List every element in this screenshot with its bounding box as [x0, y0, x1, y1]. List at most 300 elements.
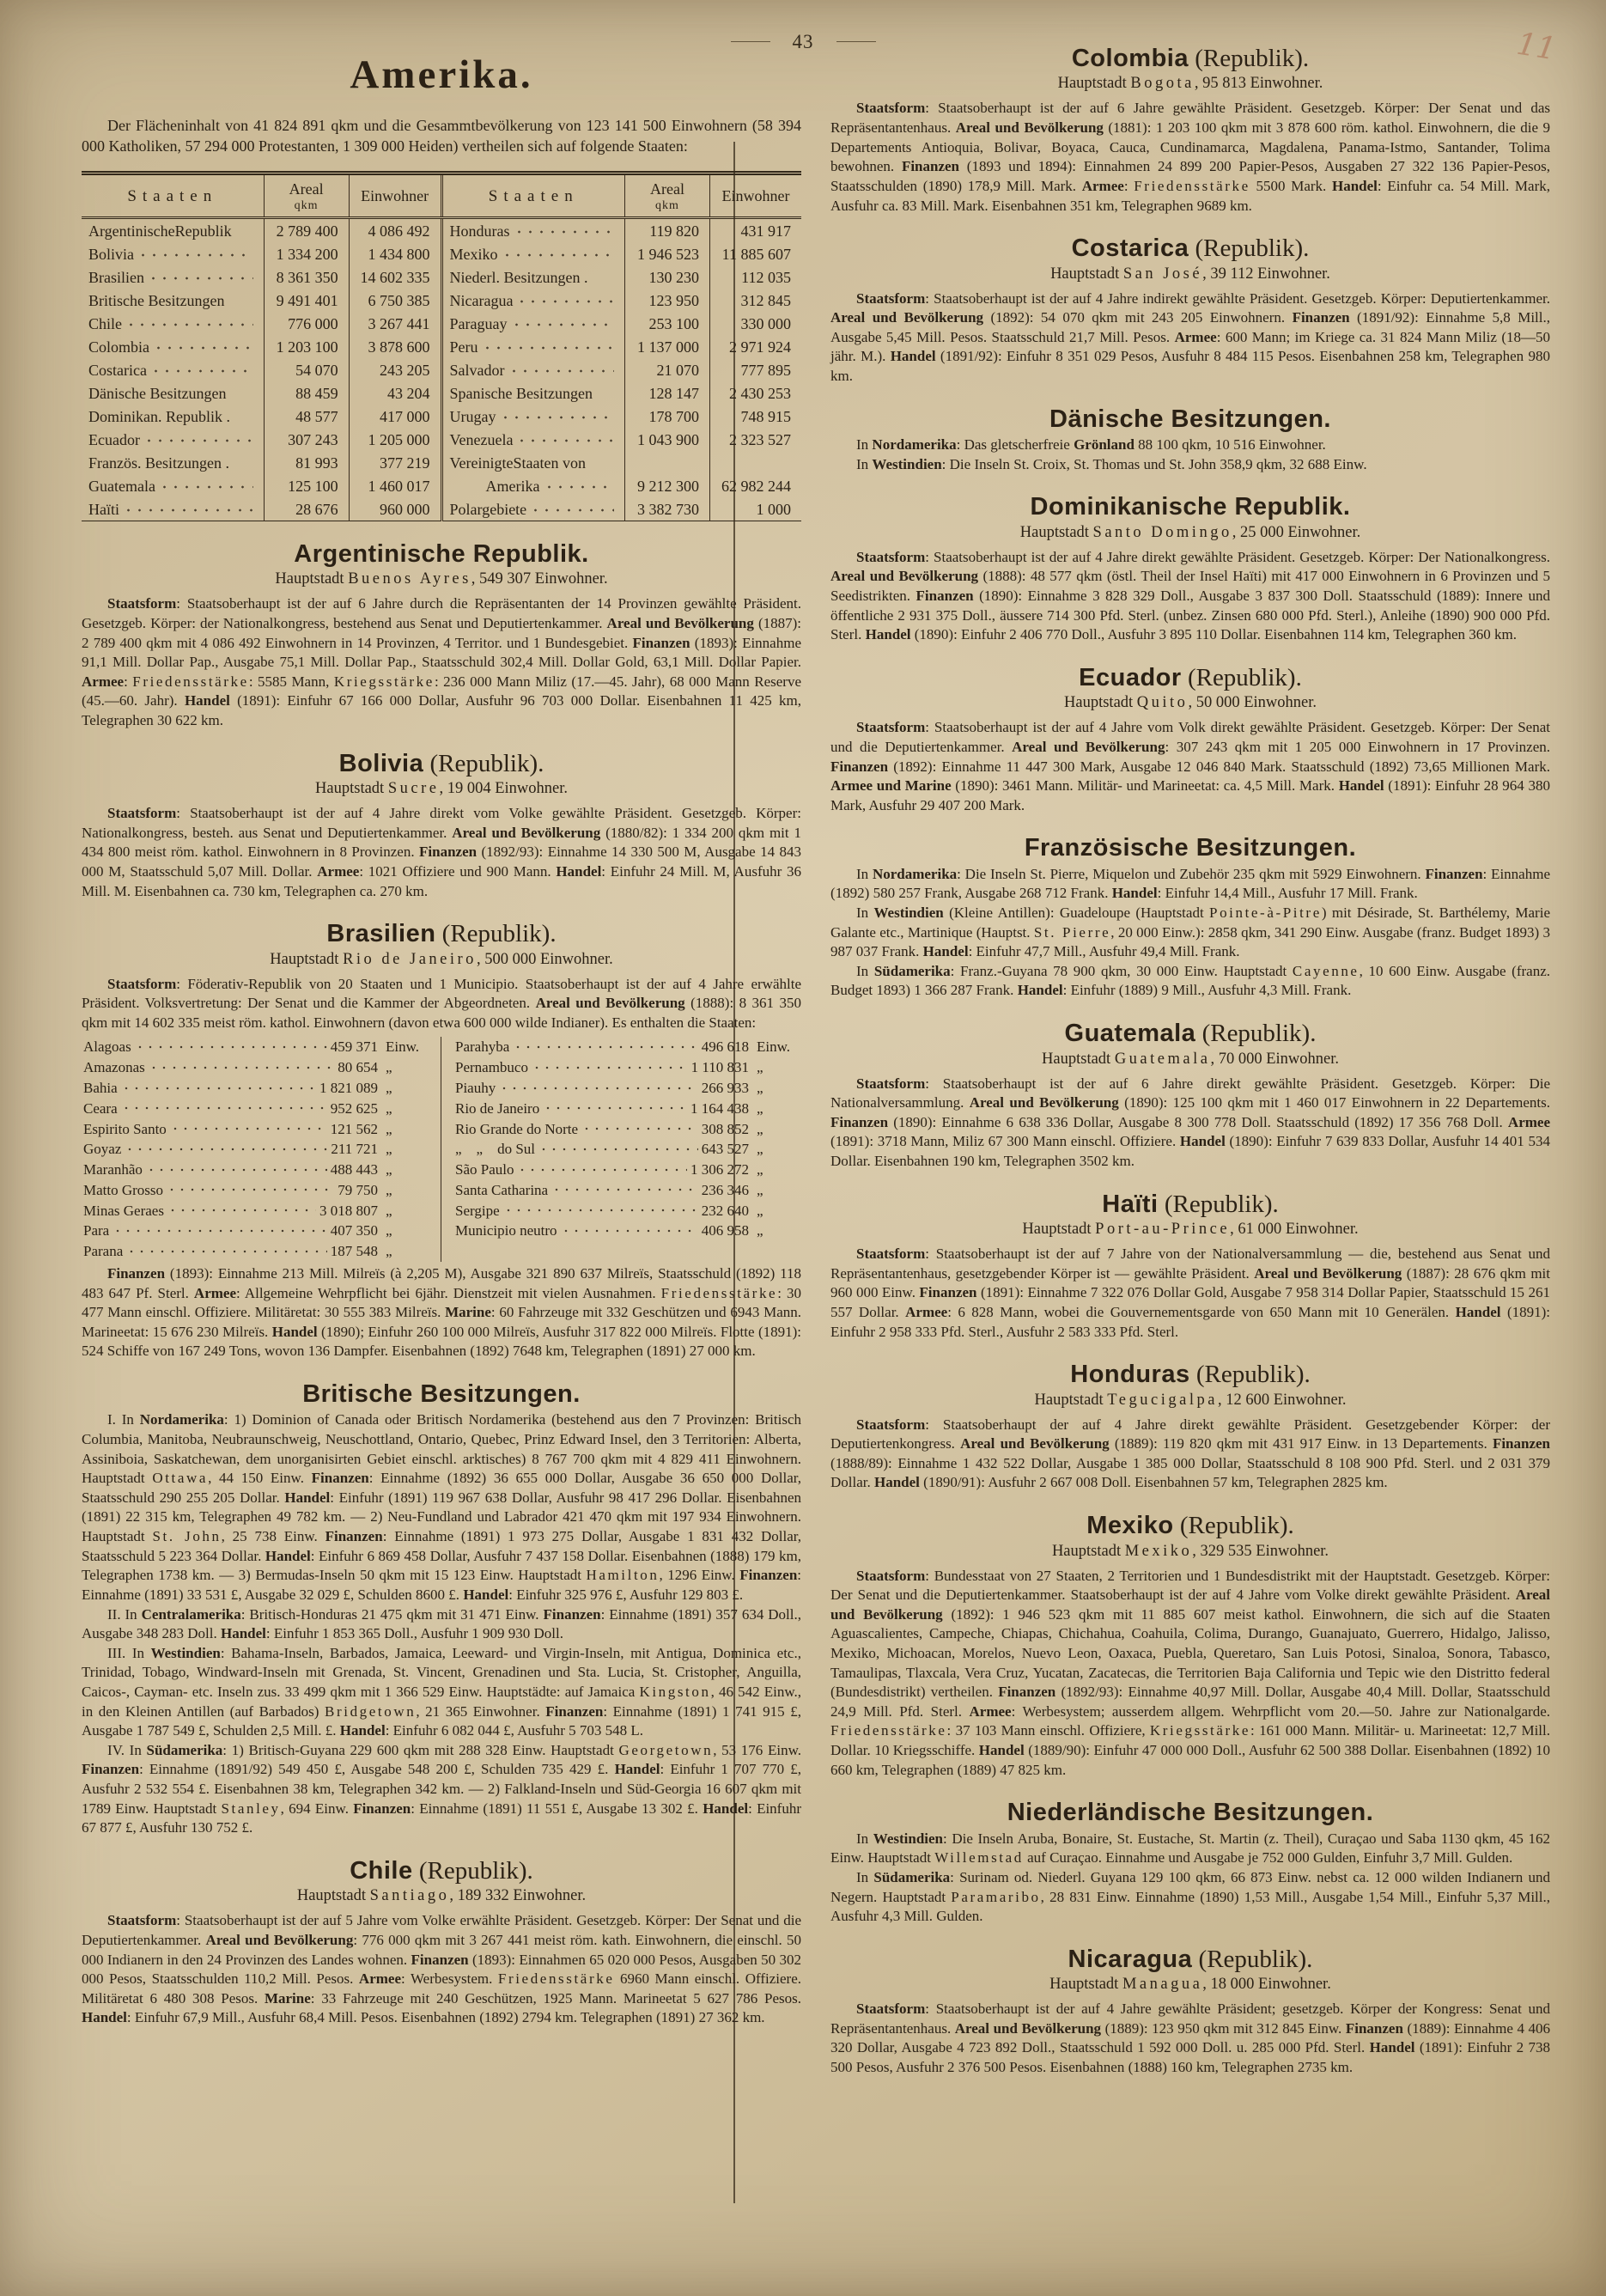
province-population: 232 640	[701, 1202, 749, 1219]
bold-label: Finanzen	[411, 1951, 469, 1968]
province-population: 80 654	[338, 1059, 378, 1076]
province-population: 236 346	[701, 1181, 749, 1198]
bold-label: Finanzen	[901, 158, 959, 175]
bold-label: Areal und Bevölkerung	[830, 309, 984, 326]
table-cell-areal: 1 203 100	[264, 335, 349, 358]
table-cell-einwohner: 43 204	[349, 381, 441, 405]
section-heading-bold: Dänische Besitzungen.	[1049, 405, 1331, 433]
dot-leader	[551, 1180, 698, 1195]
section-paragraph: Staatsform: Staatsoberhaupt ist der auf 4 Jahre direkt gewählte Präsident. Gesetzgeb. Körper: Der Nationalkongress. Areal und Bevölkerung (1888): 48 577 qkm (östl. Theil der Insel Haïti) mit 417 000 Einwohnern in 6 Provinzen und 5 Seedistrikten. Finanzen (1890): Einnahme 3 828 329 Doll., Ausgabe 3 837 300 Doll. Staatsschuld (1889): Innere und öffentliche 2 931 375 Doll., äussere 714 300 Pfd. Sterl. (unbez. Zinsen 680 000 Pfd. Sterl.), Anleihe (1890) 900 000 Pfd. Sterl. Handel (1890): Einfuhr 2 406 770 Doll., Ausfuhr 3 895 110 Dollar. Eisenbahnen 114 km, Telegraphen 360 km.	[830, 548, 1550, 643]
header-staaten-right: Staaten	[441, 173, 624, 217]
dot-leader	[596, 383, 614, 399]
table-cell-einwohner: 11 885 607	[710, 242, 801, 265]
dot-leader	[167, 1180, 334, 1195]
table-cell-einwohner: 1 434 800	[349, 242, 441, 265]
province-row	[455, 1160, 798, 1180]
province-name: São Paulo	[455, 1161, 514, 1178]
bold-label: Finanzen	[1492, 1435, 1550, 1453]
bold-label: Staatsform	[856, 1245, 926, 1263]
table-cell-einwohner: 6 750 385	[349, 289, 441, 312]
bold-label: Areal und Bevölkerung	[969, 1094, 1119, 1111]
bold-label: Finanzen	[419, 843, 478, 861]
table-cell-areal: 1 137 000	[624, 335, 709, 358]
table-cell-state	[82, 451, 264, 474]
table-cell-state	[82, 217, 264, 242]
bold-label: Areal und Bevölkerung	[606, 615, 754, 632]
bold-label: Südamerika	[146, 1741, 223, 1758]
section-paragraph: In Südamerika: Surinam od. Niederl. Guyana 129 100 qkm, 66 873 Einw. nebst ca. 12 000 wilden Indianern und Negern. Hauptstadt Paramaribo, 28 831 Einw. Einnahme (1890) 1,53 Mill., Ausgabe 1,54 Mill., Einfuhr 5,37 Mill., Ausfuhr 4,3 Mill. Gulden.	[830, 1868, 1550, 1925]
dot-leader	[592, 267, 614, 283]
table-row	[82, 358, 801, 381]
capital-name: Tegucigalpa	[1107, 1391, 1218, 1409]
state-name-wrap	[88, 476, 257, 496]
state-name-wrap	[450, 290, 617, 311]
state-name: Polargebiete	[449, 501, 527, 519]
dot-leader	[499, 1078, 698, 1093]
bold-label: Areal und Bevölkerung	[960, 1435, 1110, 1453]
province-name: Rio de Janeiro	[455, 1099, 540, 1117]
table-cell-state	[441, 242, 624, 265]
table-row	[82, 497, 801, 521]
section-subtitle: Hauptstadt Mexiko, 329 535 Einwohner.	[1051, 1542, 1329, 1560]
bold-label: Finanzen	[916, 588, 974, 605]
table-cell-state	[441, 405, 624, 428]
bold-label: Handel	[874, 1474, 920, 1491]
spaced-text: Bridgetown	[325, 1702, 417, 1720]
table-cell-state	[441, 312, 624, 335]
dot-leader	[511, 314, 614, 329]
table-cell-state	[441, 474, 624, 497]
table-row	[82, 242, 801, 265]
table-cell-areal: 253 100	[624, 312, 709, 335]
dot-leader	[514, 221, 614, 236]
section-heading	[830, 834, 1550, 862]
state-name: Costarica	[88, 362, 147, 380]
bold-label: Handel	[339, 1722, 386, 1739]
province-unit: „	[386, 1222, 392, 1239]
spaced-text: Kriegsstärke	[333, 673, 435, 690]
province-population: 266 933	[701, 1080, 749, 1097]
bold-label: Finanzen	[1425, 865, 1483, 882]
province-unit: Einw.	[386, 1038, 420, 1056]
bold-label: Handel	[865, 626, 911, 643]
section-heading-bold: Dominikanische Republik.	[1030, 493, 1351, 521]
spaced-text: Friedensstärke	[830, 1722, 947, 1739]
dot-leader	[125, 1139, 327, 1154]
province-unit: „	[386, 1243, 392, 1260]
header-areal-right: Areal qkm	[624, 173, 709, 217]
dot-leader	[561, 1221, 698, 1235]
bold-label: Staatsform	[856, 289, 926, 307]
section-paragraph: Staatsform: Staatsoberhaupt ist der auf 4 Jahre gewählte Präsident; gesetzgeb. Körper der Kongress: Senat und Repräsentantenhaus. Areal und Bevölkerung (1889): 123 950 qkm mit 312 845 Einw. Finanzen (1889): Einnahme 4 406 320 Dollar, Ausgabe 4 723 892 Doll., Staatsschuld 1 592 000 Doll. u. 285 000 Pfd. Sterl. Handel (1891): Einfuhr 2 738 500 Pesos, Ausfuhr 2 376 500 Pesos. Eisenbahnen (1888) 160 km, Telegraphen 2735 km.	[830, 2001, 1551, 2076]
state-name-wrap	[88, 337, 257, 357]
section-paragraph: Staatsform: Föderativ-Republik von 20 Staaten und 1 Municipio. Staatsoberhaupt ist der auf 4 Jahre erwählte Präsident. Volksvertretung: Der Senat und die Kammer der Abgeordneten. Areal und Bevölkerung (1888): 8 361 350 qkm mit 14 602 335 meist röm. kathol. Einwohnern (davon etwa 600 000 wilde Indianer). Es enthalten die Staaten:	[82, 975, 802, 1031]
section-subtitle: Hauptstadt Santiago, 189 332 Einwohner.	[296, 1887, 587, 1905]
state-name: Dominikan. Republik .	[88, 408, 230, 426]
bold-label: Handel	[890, 348, 936, 365]
section-paragraph: Staatsform: Staatsoberhaupt der auf 4 Jahre direkt gewählte Präsident. Gesetzgebender Körper: der Deputiertenkongress. Areal und Bevölkerung (1889): 119 820 qkm mit 431 917 Einw. in 13 Departements. Finanzen (1888/89): Einnahme 1 432 522 Dollar, Ausgabe 1 385 000 Dollar, Staatsschuld 8 108 900 Pfd. Sterl. und 2 031 379 Dollar. Handel (1890/91): Ausfuhr 2 667 008 Doll. Eisenbahnen 57 km, Telegraphen 2825 km.	[830, 1416, 1550, 1491]
table-cell-einwohner: 243 205	[349, 358, 441, 381]
state-name: Nicaragua	[449, 292, 514, 310]
table-cell-einwohner: 3 267 441	[349, 312, 441, 335]
province-name: Goyaz	[83, 1141, 122, 1158]
table-cell-einwohner: 960 000	[349, 497, 441, 521]
section-paragraph: Staatsform: Staatsoberhaupt ist der auf 6 Jahre durch die Repräsentanten der 14 Provinzen gewählte Präsident. Gesetzgeb. Körper: der Nationalkongress, bestehend aus Senat und Deputiertenkammer. Areal und Bevölkerung (1887): 2 789 400 qkm mit 4 086 492 Einwohnern in 14 Provinzen, 4 Territor. und 1 Bundesgebiet. Finanzen (1893): Einnahme 91,1 Mill. Dollar Pap., Ausgabe 75,1 Mill. Dollar Pap., Staatsschuld 302,4 Mill. Dollar Gold, 63,1 Mill. Dollar Papier. Armee: Friedensstärke: 5585 Mann, Kriegsstärke: 236 000 Mann Miliz (17.—45. Jahr), 68 000 Mann Reserve (45.—60. Jahr). Handel (1891): Einfuhr 67 166 000 Dollar, Ausfuhr 96 703 000 Dollar. Eisenbahnen 11 425 km, Telegraphen 30 622 km.	[82, 595, 801, 729]
province-name: Municipio neutro	[455, 1222, 557, 1239]
province-name: Amazonas	[83, 1059, 145, 1076]
table-cell-areal: 307 243	[264, 428, 349, 451]
province-population: 79 750	[338, 1181, 378, 1198]
header-staaten-left: Staaten	[82, 173, 264, 217]
section-heading	[830, 1020, 1550, 1047]
state-name: VereinigteStaaten von	[449, 454, 586, 472]
province-unit: „	[386, 1202, 392, 1219]
state-name: Spanische Besitzungen	[449, 385, 593, 403]
state-name: Dänische Besitzungen	[88, 385, 227, 403]
province-population: 488 443	[330, 1161, 378, 1178]
table-cell-state	[441, 358, 624, 381]
state-name-wrap	[450, 453, 617, 473]
province-population: 643 527	[701, 1141, 749, 1158]
capital-name: Rio de Janeiro	[343, 950, 477, 968]
bold-label: Finanzen	[830, 758, 889, 775]
table-cell-einwohner: 3 878 600	[349, 335, 441, 358]
bold-label: Armee und Marine	[830, 777, 952, 795]
table-cell-state	[82, 289, 264, 312]
state-name: Haïti	[88, 501, 119, 519]
section-subtitle: Hauptstadt Port-au-Prince, 61 000 Einwohner.	[1022, 1221, 1359, 1239]
section-paragraph: In Westindien: Die Inseln St. Croix, St. Thomas und St. John 358,9 qkm, 32 688 Einw.	[856, 455, 1367, 472]
table-row	[82, 312, 801, 335]
bold-label: Armee	[317, 862, 360, 880]
bold-label: Areal und Bevölkerung	[830, 568, 979, 585]
section-heading	[830, 1946, 1550, 1973]
spaced-text: Kingston	[639, 1683, 711, 1700]
bold-label: Marine	[264, 1989, 311, 2007]
state-name: Französ. Besitzungen .	[88, 454, 229, 472]
bold-label: Finanzen	[1292, 309, 1350, 326]
province-list-column	[441, 1037, 801, 1261]
section-subtitle: Hauptstadt Tegucigalpa, 12 600 Einwohner.	[1034, 1391, 1347, 1409]
summary-table-body	[82, 217, 801, 521]
bold-label: Nordamerika	[139, 1411, 224, 1428]
province-unit: „	[386, 1099, 392, 1117]
dot-leader	[121, 1099, 327, 1113]
bold-label: Staatsform	[107, 805, 177, 822]
section-subtitle: Hauptstadt Sucre, 19 004 Einwohner.	[315, 780, 568, 798]
section-paragraph: Staatsform: Staatsoberhaupt ist der auf 4 Jahre vom Volk direkt gewählte Präsident. Gesetzgeb. Körper: Der Senat und die Deputiertenkammer. Areal und Bevölkerung: 307 243 qkm mit 1 205 000 Einwohnern in 17 Provinzen. Finanzen (1892): Einnahme 11 447 300 Mark, Ausgabe 12 046 840 Mark. Staatsschuld (1892) 73,65 Millionen Mark. Armee und Marine (1890): 3461 Mann. Militär- und Marineetat: ca. 4,5 Mill. Mark. Handel (1891): Einfuhr 28 964 380 Mark, Ausfuhr 29 407 200 Mark.	[830, 719, 1551, 813]
section-mexiko	[830, 1512, 1550, 1780]
section-paragraph: I. In Nordamerika: 1) Dominion of Canada oder Britisch Nordamerika (bestehend aus den 7 Provinzen: Britisch Columbia, Manitoba, Neubraunschweig, Neuschottland, Ontario, Quebec, Prinz Edward Insel, den 3 Territorien: Alberta, Assiniboia, Saskatchewan, dem unorganisirten Gebiet einschl. arktisches) 8 767 700 qkm mit 4 829 411 Einwohnern. Hauptstadt Ottawa, 44 150 Einw. Finanzen: Einnahme (1892) 36 655 000 Dollar, Ausgabe 36 650 000 Dollar, Staatsschuld 290 255 205 Dollar. Handel: Einfuhr (1891) 119 967 638 Dollar, Ausfuhr 98 417 296 Dollar. Eisenbahnen (1891) 22 315 km, Telegraphen 49 782 km. — 2) Neu-Fundland und Labrador 421 470 qkm mit 197 934 Einwohnern. Hauptstadt St. John, 25 738 Einw. Finanzen: Einnahme (1891) 1 973 275 Dollar, Ausgabe 1 831 432 Dollar, Staatsschuld 5 223 364 Dollar. Handel: Einfuhr 6 869 458 Dollar, Ausfuhr 7 437 158 Dollar. Eisenbahnen (1888) 179 km, Telegraphen 1738 km. — 3) Bermudas-Inseln 50 qkm mit 15 123 Einw. Hauptstadt Hamilton, 1296 Einw. Finanzen: Einnahme (1891) 33 531 £, Ausgabe 32 029 £, Schulden 8600 £. Handel: Einfuhr 325 976 £, Ausfuhr 129 803 £.	[82, 1411, 802, 1603]
capital-name: Buenos Ayres	[348, 570, 471, 588]
bold-label: Finanzen	[82, 1761, 140, 1778]
dot-leader	[146, 1160, 327, 1174]
section-argentinische-republik	[82, 540, 801, 731]
section-subtitle: Hauptstadt Bogota, 95 813 Einwohner.	[1057, 75, 1323, 93]
section-heading-bold: Honduras	[1070, 1361, 1190, 1389]
section-heading	[830, 664, 1550, 691]
province-unit: „	[757, 1202, 763, 1219]
bold-label: Handel	[1179, 1133, 1226, 1150]
dot-leader	[228, 290, 252, 306]
province-population: 308 852	[701, 1120, 749, 1137]
province-row	[455, 1099, 798, 1119]
province-row	[455, 1180, 798, 1201]
province-unit: „	[386, 1080, 392, 1097]
province-unit: „	[757, 1141, 763, 1158]
table-cell-state	[82, 381, 264, 405]
state-name-wrap	[88, 360, 257, 381]
section-nicaragua	[830, 1946, 1550, 2078]
state-name: Niederl. Besitzungen .	[449, 269, 588, 287]
bold-label: Handel	[703, 1800, 749, 1817]
bold-label: Südamerika	[873, 962, 951, 979]
page-number: 43	[792, 31, 814, 52]
bold-label: Armee	[193, 1284, 236, 1301]
province-unit: „	[386, 1120, 392, 1137]
bold-label: Finanzen	[543, 1605, 601, 1623]
section-paragraph: IV. In Südamerika: 1) Britisch-Guyana 229 600 qkm mit 288 328 Einw. Hauptstadt Georgetown, 53 176 Einw. Finanzen: Einnahme (1891/92) 549 450 £, Ausgabe 548 200 £, Schulden 735 429 £. Handel: Einfuhr 1 707 770 £, Ausfuhr 2 532 554 £. Eisenbahnen 38 km, Telegraphen 342 km. — 2) Falkland-Inseln und Süd-Georgia 16 607 qkm mit 1789 Einw. Hauptstadt Stanley, 694 Einw. Finanzen: Einnahme (1891) 11 551 £, Ausgabe 13 302 £. Handel: Einfuhr 67 877 £, Ausfuhr 130 752 £.	[82, 1741, 802, 1836]
spaced-text: Friedensstärke	[660, 1284, 778, 1301]
dot-leader	[543, 1099, 687, 1113]
section-heading-bold: Haïti	[1102, 1190, 1159, 1218]
table-row	[82, 381, 801, 405]
table-cell-areal: 1 043 900	[624, 428, 709, 451]
header-einwohner-left: Einwohner	[349, 173, 441, 217]
left-column	[82, 26, 801, 2078]
state-name-wrap	[450, 360, 617, 381]
table-cell-areal: 123 950	[624, 289, 709, 312]
table-cell-state	[441, 217, 624, 242]
section-subtitle: Hauptstadt Santo Domingo, 25 000 Einwohner.	[1019, 523, 1361, 541]
section-heading-rest: (Republik).	[1192, 1945, 1313, 1973]
state-name-wrap	[88, 406, 257, 427]
spaced-text: Stanley	[221, 1800, 281, 1817]
bold-label: Handel	[614, 1761, 660, 1778]
section-bolivia	[82, 750, 801, 902]
table-cell-einwohner: 777 895	[710, 358, 801, 381]
right-column	[830, 26, 1550, 2078]
bold-label: Finanzen	[1345, 2019, 1403, 2037]
spaced-text: Willemstad	[934, 1849, 1024, 1867]
province-unit: „	[757, 1161, 763, 1178]
capital-name: Sucre	[387, 780, 440, 798]
state-name-wrap	[88, 499, 257, 520]
province-unit: „	[386, 1181, 392, 1198]
table-cell-state	[82, 474, 264, 497]
table-row	[82, 451, 801, 474]
table-cell-einwohner: 1 205 000	[349, 428, 441, 451]
summary-table	[82, 171, 801, 521]
bold-label: Finanzen	[739, 1567, 798, 1584]
table-cell-areal: 125 100	[264, 474, 349, 497]
bold-label: Westindien	[150, 1644, 221, 1661]
spaced-text: Friedensstärke	[497, 1970, 615, 1988]
province-name: Santa Catharina	[455, 1181, 549, 1198]
capital-name: Santiago	[369, 1887, 450, 1905]
section-heading	[830, 45, 1550, 72]
dot-leader	[148, 267, 253, 283]
table-cell-einwohner: 417 000	[349, 405, 441, 428]
bold-label: Handel	[284, 1489, 331, 1506]
header-areal-left: Areal qkm	[264, 173, 349, 217]
table-cell-einwohner: 14 602 335	[349, 265, 441, 289]
state-name: Brasilien	[88, 269, 144, 287]
province-population: 459 371	[330, 1038, 378, 1056]
table-cell-areal: 2 789 400	[264, 217, 349, 242]
section-paragraph: III. In Westindien: Bahama-Inseln, Barbados, Jamaica, Leeward- und Virgin-Inseln, mit Antigua, Dominica etc., Trinidad, Tobago, Windward-Inseln mit Grenada, St. Vincent, Grenadinen und Sta. Lucia, St. Cristopher, Anguilla, Caicos-, Cayman- etc. Inseln zus. 33 499 qkm mit 1 366 529 Einw. Hauptstädte: auf Jamaica Kingston, 46 542 Einw., in den Kleinen Antillen (auf Barbados) Bridgetown, 21 365 Einwohner. Finanzen: Einnahme (1891) 1 741 915 £, Ausgabe 1 787 549 £, Schulden 2,5 Mill. £. Handel: Einfuhr 6 082 044 £, Ausfuhr 5 703 548 L.	[82, 1644, 802, 1739]
bold-label: Südamerika	[873, 1868, 951, 1885]
table-cell-areal	[624, 451, 709, 474]
province-name: Matto Grosso	[83, 1181, 164, 1198]
section-heading	[82, 540, 801, 568]
section-heading	[82, 750, 801, 777]
table-cell-areal: 48 577	[264, 405, 349, 428]
section-heading-bold: Niederländische Besitzungen.	[1007, 1799, 1374, 1827]
province-row	[83, 1099, 427, 1119]
table-cell-areal: 1 334 200	[264, 242, 349, 265]
state-name-wrap	[450, 406, 617, 427]
section-subtitle: Hauptstadt Buenos Ayres, 549 307 Einwohner.	[275, 570, 608, 588]
dot-leader	[123, 499, 253, 515]
section-heading	[82, 920, 801, 947]
state-name-wrap	[450, 499, 617, 520]
state-name: Bolivia	[88, 246, 134, 264]
dot-leader	[121, 1078, 316, 1093]
spaced-text: Hamilton	[586, 1567, 660, 1584]
dot-leader	[508, 360, 614, 375]
capital-name: Santo Domingo	[1092, 523, 1232, 541]
dot-leader	[532, 1057, 688, 1072]
bold-label: Handel	[1455, 1303, 1501, 1320]
section-chile	[82, 1857, 801, 2028]
bold-label: Staatsform	[107, 975, 177, 992]
bold-label: Areal und Bevölkerung	[1012, 738, 1165, 755]
table-row	[82, 289, 801, 312]
state-name-wrap	[88, 383, 257, 404]
bold-label: Areal und Bevölkerung	[452, 824, 601, 841]
province-row	[455, 1201, 798, 1221]
section-heading-rest: (Republik).	[1195, 1020, 1317, 1048]
section-heading-rest: (Republik).	[423, 749, 544, 777]
province-row	[83, 1037, 427, 1057]
section-heading	[830, 493, 1550, 521]
table-cell-areal: 9 491 401	[264, 289, 349, 312]
dot-leader	[113, 1221, 327, 1235]
table-cell-areal: 54 070	[264, 358, 349, 381]
dot-leader	[167, 1201, 316, 1215]
page-content	[82, 26, 1550, 2078]
province-row	[83, 1078, 427, 1099]
state-name-wrap	[450, 337, 617, 357]
bold-label: Handel	[556, 862, 602, 880]
province-population: 187 548	[330, 1243, 378, 1260]
province-name: Minas Geraes	[83, 1202, 164, 1219]
table-cell-einwohner: 112 035	[710, 265, 801, 289]
province-population: 1 164 438	[690, 1099, 749, 1117]
section-honduras	[830, 1361, 1550, 1493]
section-paragraph: In Südamerika: Franz.-Guyana 78 900 qkm, 30 000 Einw. Hauptstadt Cayenne, 10 600 Einw. Ausgabe (franz. Budget 1893) 1 366 287 Frank. Handel: Einfuhr (1889) 9 Mill., Ausfuhr 4,3 Mill. Frank.	[830, 962, 1550, 999]
section-paragraph: Staatsform: Staatsoberhaupt ist der auf 5 Jahre vom Volke erwählte Präsident. Gesetzgeb. Körper: Der Senat und die Deputiertenkammer. Areal und Bevölkerung: 776 000 qkm mit 3 267 441 meist röm. kath. Einwohnern, die einschl. 50 000 Indianern in den 24 Provinzen des Landes wohnen. Finanzen (1893): Einnahmen 65 020 000 Pesos, Ausgaben 50 302 000 Pesos, Staatsschulden 110,2 Mill. Pesos. Armee: Werbesystem. Friedensstärke 6960 Mann einschl. Offiziere. Militäretat 6 480 308 Pesos. Marine: 33 Fahrzeuge mit 240 Geschützen, 1925 Mann. Marineetat 5 627 786 Pesos. Handel: Einfuhr 67,9 Mill., Ausfuhr 68,4 Mill. Pesos. Eisenbahnen (1892) 2794 km. Telegraphen (1891) 27 362 km.	[82, 1912, 801, 2026]
section-paragraph: In Westindien (Kleine Antillen): Guadeloupe (Hauptstadt Pointe-à-Pitre) mit Désirade, St. Barthélemy, Marie Galante etc., Martinique (Hauptst. St. Pierre, 20 000 Einw.): 2858 qkm, 341 290 Einw. Ausgabe (franz. Budget 1893) 3 987 037 Frank. Handel: Einfuhr 47,7 Mill., Ausfuhr 49,4 Mill. Frank.	[830, 904, 1550, 960]
province-row	[83, 1221, 427, 1241]
bold-label: Staatsform	[856, 548, 926, 565]
province-name: Maranhão	[83, 1161, 143, 1178]
province-population: 3 018 807	[319, 1202, 378, 1219]
section-paragraph: Staatsform: Bundesstaat von 27 Staaten, 2 Territorien und 1 Bundesdistrikt mit der Hauptstadt. Gesetzgeb. Körper: Der Senat und die Deputiertenkammer. Staatsoberhaupt ist der auf 4 Jahre vom Volke direkt gewählte Präsident. Areal und Bevölkerung (1892): 1 946 523 qkm mit 11 885 607 meist kathol. Einwohnern, die sich auf die Staaten Aguascalientes, Campeche, Chiapas, Chichahua, Coahuila, Colima, Durango, Guanajuato, Guerrero, Hidalgo, Jalisso, Mexiko, Michoacan, Morelos, Nuevo Leon, Oaxaca, Puebla, Queretaro, San Luis Potosi, Sinaloa, Sonora, Tabasco, Tamaulipas, Tlaxcala, Vera Cruz, Yucatan, Zacatecas, die Territorien Baja California und Tepic wie den Distritto federal (Bundesdistrikt) vertheilen. Finanzen (1892/93): Einnahme 40,97 Mill. Dollar, Ausgabe 40,4 Mill. Dollar, Staatsschuld 24,9 Mill. Pfd. Sterl. Armee: Werbesystem; ausserdem allgem. Wehrpflicht vom 20.—50. Jahre zur Nationalgarde. Friedensstärke: 37 103 Mann einschl. Offiziere, Kriegsstärke: 161 000 Mann. Militär- u. Marineetat: 12,7 Mill. Dollar. 10 Kriegsschiffe. Handel (1889/90): Einfuhr 47 000 000 Doll., Ausfuhr 62 500 388 Dollar. Eisenbahnen (1892) 10 660 km, Telegraphen (1889) 47 825 km.	[830, 1567, 1550, 1778]
bold-label: Areal und Bevölkerung	[205, 1931, 354, 1948]
bold-label: Nordamerika	[872, 865, 958, 882]
table-cell-einwohner: 431 917	[710, 217, 801, 242]
bold-label: Westindien	[873, 1830, 944, 1847]
dot-leader	[150, 360, 253, 375]
province-row	[455, 1078, 798, 1099]
section-heading-bold: Brasilien	[326, 920, 436, 948]
section-subtitle: Hauptstadt Rio de Janeiro, 500 000 Einwohner.	[270, 950, 613, 968]
state-name-wrap	[88, 221, 257, 241]
province-row	[455, 1037, 798, 1057]
state-name-wrap	[450, 314, 617, 334]
province-row	[83, 1057, 427, 1078]
bold-label: Handel	[1338, 777, 1384, 795]
province-unit: „	[757, 1181, 763, 1198]
province-population: 952 625	[330, 1099, 378, 1117]
spaced-text: St. Pierre	[1033, 923, 1111, 941]
table-cell-state	[82, 265, 264, 289]
dot-leader	[233, 453, 253, 468]
dot-leader	[125, 314, 253, 329]
section-heading	[830, 1191, 1550, 1218]
table-row	[82, 265, 801, 289]
table-cell-areal: 8 361 350	[264, 265, 349, 289]
table-cell-einwohner: 2 430 253	[710, 381, 801, 405]
section-paragraph: Staatsform: Staatsoberhaupt ist der auf 4 Jahre direkt vom Volke gewählte Präsident. Gesetzgeb. Körper: Nationalkongress, besteh. aus Senat und Deputiertenkammer. Areal und Bevölkerung (1880/82): 1 334 200 qkm mit 1 434 800 meist röm. kathol. Einwohnern in 8 Provinzen. Finanzen (1892/93): Einnahme 14 330 500 M, Ausgabe 14 843 000 M, Staatsschuld 5,07 Mill. Dollar. Armee: 1021 Offiziere und 900 Mann. Handel: Einfuhr 24 Mill. M, Ausfuhr 36 Mill. M. Eisenbahnen ca. 730 km, Telegraphen ca. 270 km.	[82, 805, 801, 899]
table-row	[82, 428, 801, 451]
province-name: Espirito Santo	[83, 1120, 167, 1137]
section-paragraph: In Nordamerika: Die Inseln St. Pierre, Miquelon und Zubehör 235 qkm mit 5929 Einwohnern. Finanzen: Einnahme (1892) 580 257 Frank, Ausgabe 268 712 Frank. Handel: Einfuhr 14,4 Mill., Ausfuhr 17 Mill. Frank.	[830, 865, 1550, 902]
state-name-wrap	[450, 221, 617, 241]
section-heading-bold: Nicaragua	[1068, 1945, 1193, 1973]
capital-name: Quito	[1136, 694, 1189, 712]
table-cell-state	[441, 265, 624, 289]
state-name-wrap	[450, 383, 617, 404]
table-cell-einwohner: 62 982 244	[710, 474, 801, 497]
dot-leader	[503, 1201, 698, 1215]
dot-leader	[500, 406, 614, 422]
table-cell-areal: 776 000	[264, 312, 349, 335]
province-name: Pernambuco	[455, 1059, 528, 1076]
province-population: 496 618	[701, 1038, 749, 1056]
table-cell-areal: 119 820	[624, 217, 709, 242]
table-cell-state	[441, 381, 624, 405]
table-cell-state	[441, 335, 624, 358]
bold-label: Areal und Bevölkerung	[955, 119, 1104, 137]
bold-label: Finanzen	[998, 1684, 1056, 1701]
province-row	[83, 1139, 427, 1160]
section-heading-rest: (Republik).	[435, 920, 557, 948]
dot-leader	[137, 244, 253, 259]
province-unit: „	[757, 1080, 763, 1097]
section-heading-rest: (Republik).	[1189, 234, 1310, 263]
province-population: 1 110 831	[690, 1059, 749, 1076]
table-cell-state	[441, 289, 624, 312]
state-name-wrap	[88, 267, 257, 288]
bold-label: Handel	[463, 1586, 509, 1603]
dot-leader	[143, 429, 253, 445]
dot-leader	[589, 453, 614, 468]
state-name-wrap	[450, 267, 617, 288]
province-row	[83, 1241, 427, 1262]
